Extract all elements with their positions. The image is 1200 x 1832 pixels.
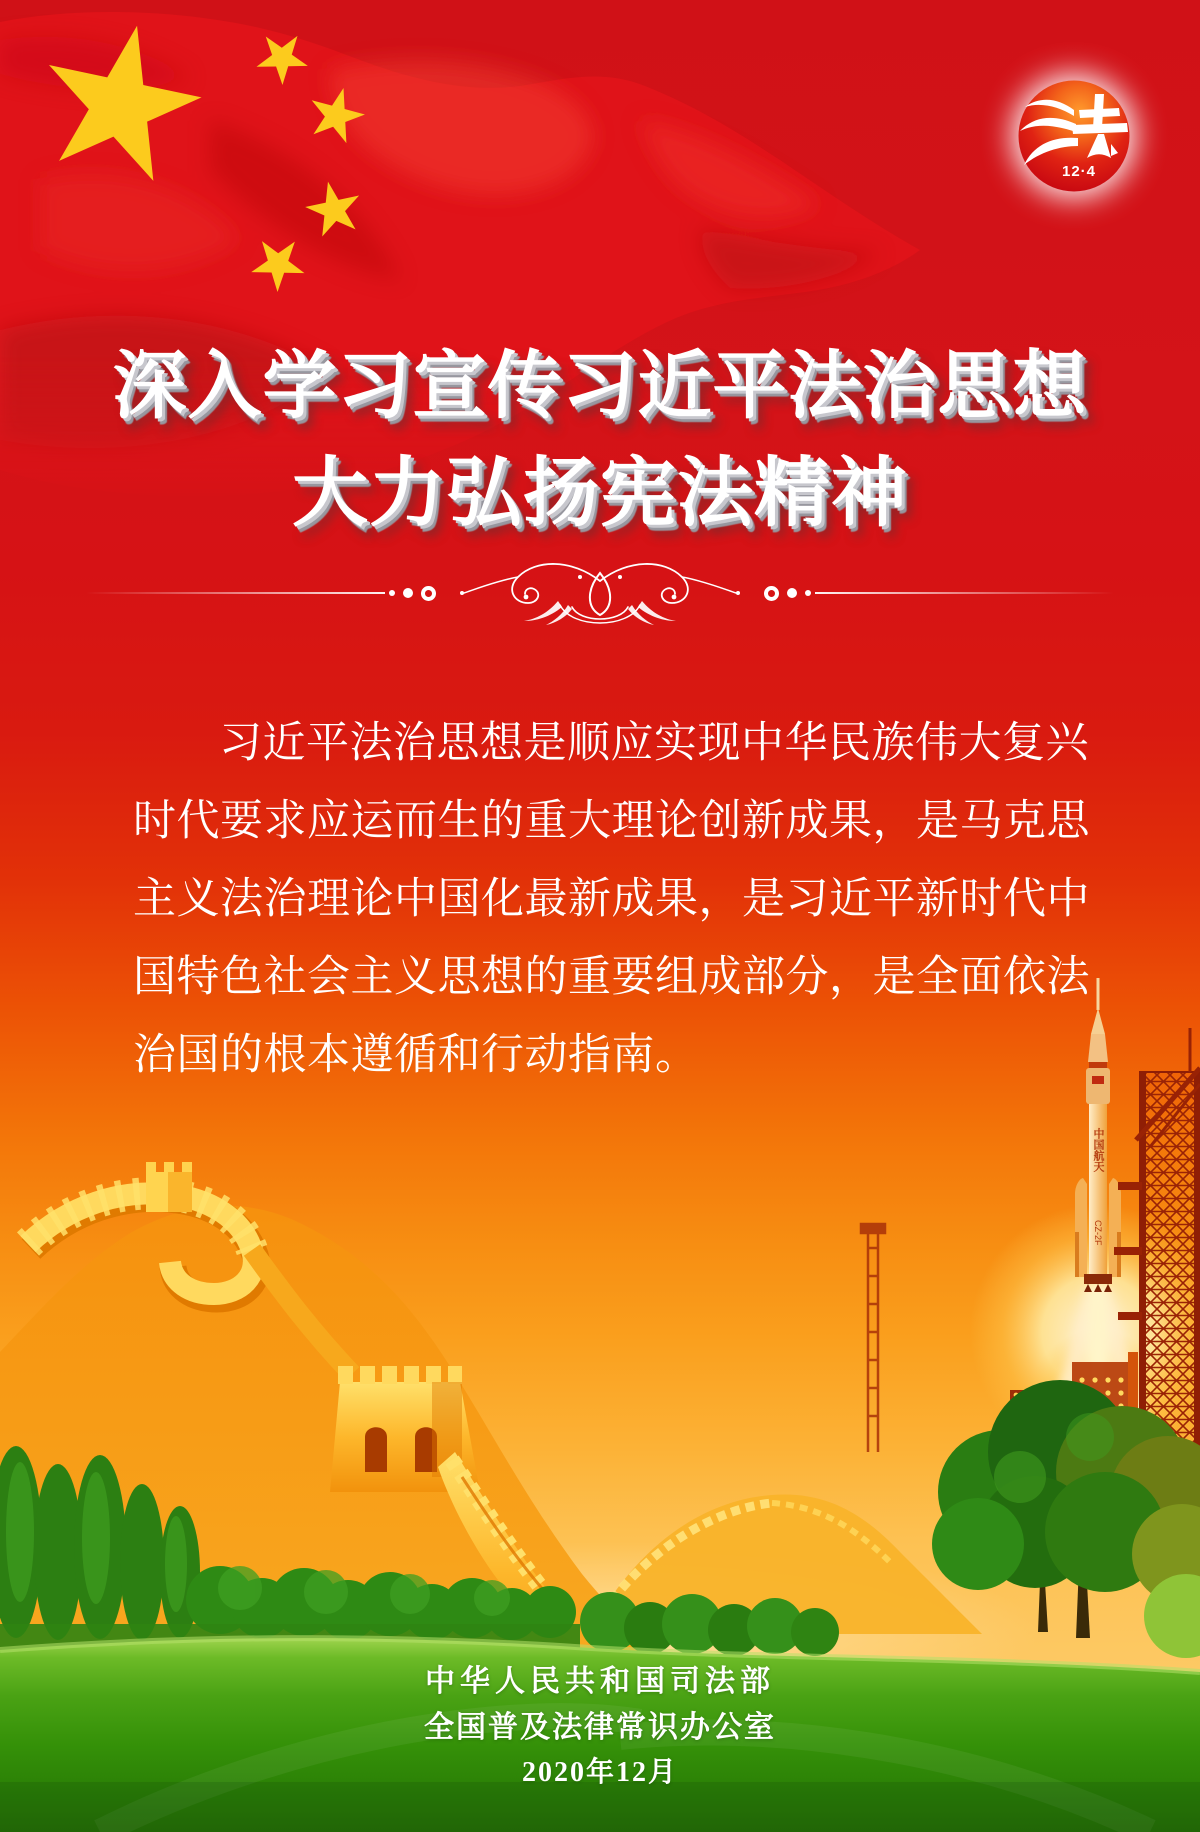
body-line: 国特色社会主义思想的重要组成部分，是全面依法 [133, 954, 1090, 1001]
title-block [0, 338, 1200, 542]
ring-icon [421, 586, 436, 601]
dot-icon [787, 588, 797, 598]
divider-line-right [815, 592, 1115, 594]
body-line: 主义法治理论中国化最新成果，是习近平新时代中 [133, 876, 1090, 923]
dot-icon [805, 590, 811, 596]
flourish-icon [440, 551, 760, 635]
wall-small-tower [146, 1162, 192, 1212]
title-line-2: 大力弘扬宪法精神 [292, 451, 908, 536]
divider-dots-right [760, 586, 815, 601]
rocket-label-model: CZ-2F [1093, 1220, 1103, 1246]
ring-icon [764, 586, 779, 601]
rocket [1075, 978, 1121, 1292]
dot-icon [389, 590, 395, 596]
body-line: 习近平法治思想是顺应实现中华民族伟大复兴 [219, 720, 1089, 767]
footer-line-office: 全国普及法律常识办公室 [424, 1711, 776, 1744]
floodlight-mast-far [861, 1224, 885, 1452]
footer-line-ministry: 中华人民共和国司法部 [425, 1665, 775, 1698]
logo-date-label: 12·4 [1061, 163, 1097, 180]
logo-badge-icon [1008, 70, 1140, 202]
dot-icon [403, 588, 413, 598]
ornamental-divider [0, 551, 1200, 635]
divider-dots-left [385, 586, 440, 601]
body-line: 时代要求应运而生的重大理论创新成果，是马克思 [133, 798, 1090, 845]
rocket-label-cn: 中国航天 [1092, 1128, 1104, 1172]
footer-credits [0, 1662, 1200, 1792]
constitution-day-124-logo [1008, 70, 1140, 202]
divider-line-left [85, 592, 385, 594]
footer-line-date: 2020年12月 [521, 1757, 678, 1788]
title-line-1: 深入学习宣传习近平法治思想 [112, 344, 1088, 427]
body-line: 治国的根本遵循和行动指南。 [133, 1032, 699, 1079]
